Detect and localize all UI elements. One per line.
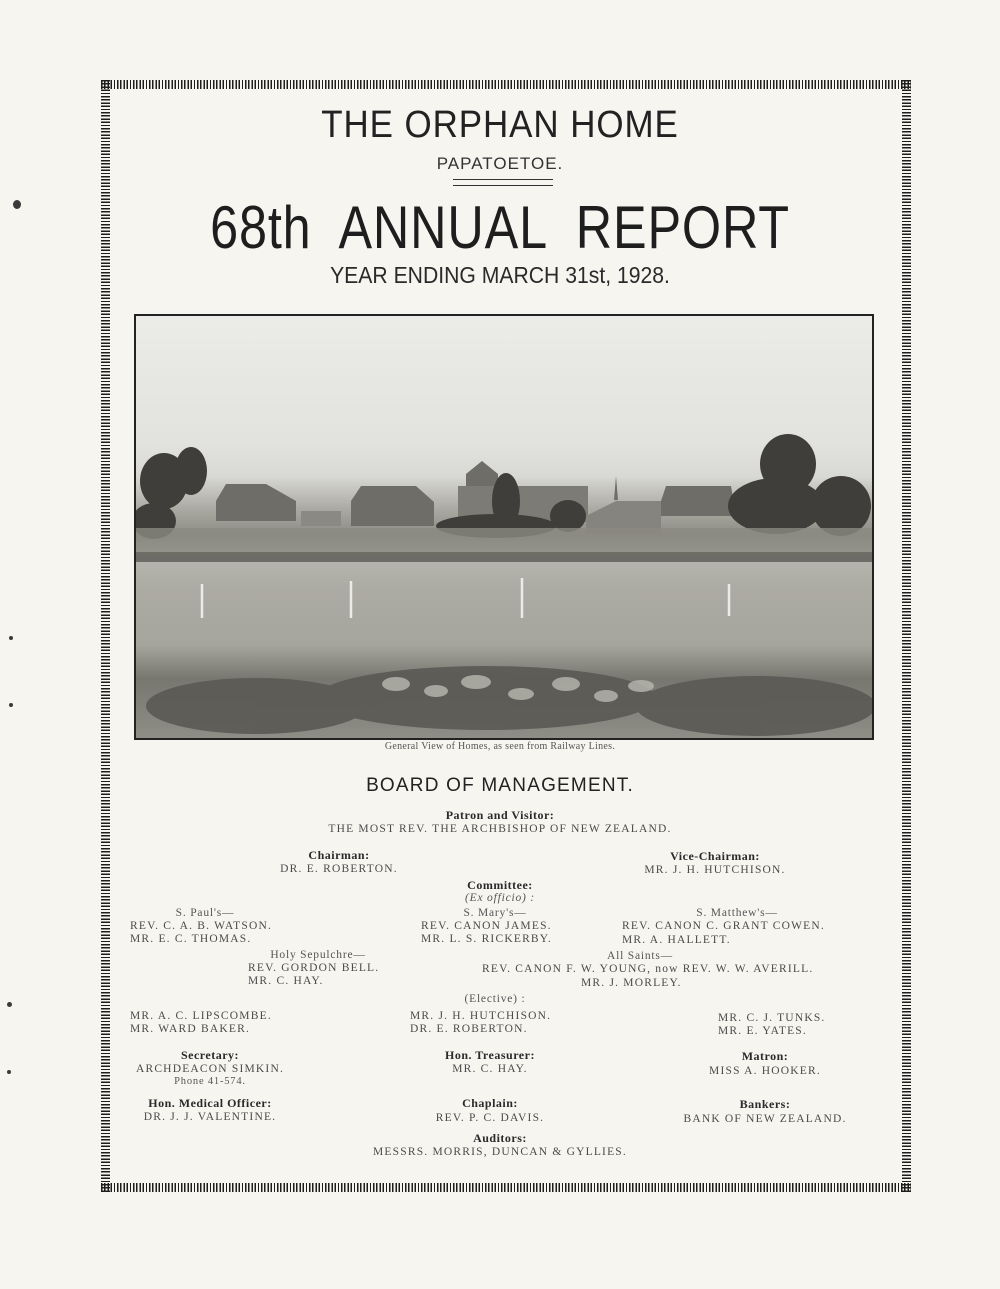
committee-label: Committee: bbox=[467, 878, 533, 892]
vice-chairman-label: Vice-Chairman: bbox=[670, 849, 760, 863]
border-top bbox=[101, 80, 911, 89]
elective-member: MR. A. C. LIPSCOMBE. bbox=[130, 1010, 272, 1022]
parish-s-matthews: S. Matthew's— bbox=[696, 907, 778, 919]
bankers-name: BANK OF NEW ZEALAND. bbox=[683, 1113, 847, 1125]
treasurer-name: MR. C. HAY. bbox=[452, 1063, 528, 1075]
parish-s-marys: S. Mary's— bbox=[463, 907, 527, 919]
punch-hole bbox=[7, 1070, 11, 1074]
treasurer-label: Hon. Treasurer: bbox=[445, 1048, 535, 1062]
parish-holy-sepulchre: Holy Sepulchre— bbox=[270, 949, 366, 961]
patron-name: THE MOST REV. THE ARCHBISHOP OF NEW ZEALAND. bbox=[328, 823, 672, 835]
committee-member: MR. J. MORLEY. bbox=[581, 977, 682, 989]
ex-officio-label: (Ex officio) : bbox=[465, 892, 535, 904]
elective-member: MR. J. H. HUTCHISON. bbox=[410, 1010, 552, 1022]
matron-label: Matron: bbox=[741, 1049, 789, 1063]
photo-illustration bbox=[136, 316, 872, 738]
auditors-name: MESSRS. MORRIS, DUNCAN & GYLLIES. bbox=[373, 1146, 627, 1158]
secretary-phone: Phone 41-574. bbox=[174, 1076, 246, 1087]
punch-hole bbox=[9, 636, 13, 640]
chaplain-name: REV. P. C. DAVIS. bbox=[435, 1112, 545, 1124]
punch-hole bbox=[9, 703, 13, 707]
bankers-label: Bankers: bbox=[739, 1097, 791, 1111]
elective-member: MR. E. YATES. bbox=[718, 1025, 807, 1037]
parish-all-saints: All Saints— bbox=[607, 950, 673, 962]
elective-member: MR. WARD BAKER. bbox=[130, 1023, 251, 1035]
committee-member: REV. GORDON BELL. bbox=[248, 962, 380, 974]
committee-member: MR. C. HAY. bbox=[248, 975, 324, 987]
elective-member: DR. E. ROBERTON. bbox=[410, 1023, 528, 1035]
chaplain-label: Chaplain: bbox=[462, 1096, 518, 1110]
medical-officer-name: DR. J. J. VALENTINE. bbox=[143, 1111, 277, 1123]
matron-name: MISS A. HOOKER. bbox=[709, 1065, 821, 1077]
elective-label: (Elective) : bbox=[464, 993, 526, 1005]
chairman-name: DR. E. ROBERTON. bbox=[280, 863, 398, 875]
location-subtitle: PAPATOETOE. bbox=[436, 154, 564, 173]
secretary-name: ARCHDEACON SIMKIN. bbox=[135, 1063, 285, 1075]
double-rule-divider bbox=[453, 179, 553, 186]
committee-member: REV. CANON F. W. YOUNG, now REV. W. W. AVERILL. bbox=[482, 963, 814, 975]
parish-s-pauls: S. Paul's— bbox=[175, 907, 235, 919]
institution-title: THE ORPHAN HOME bbox=[321, 104, 679, 146]
photo-caption: General View of Homes, as seen from Railway Lines. bbox=[384, 741, 616, 752]
board-heading: BOARD OF MANAGEMENT. bbox=[366, 775, 634, 796]
secretary-label: Secretary: bbox=[180, 1048, 240, 1062]
committee-member: REV. CANON JAMES. bbox=[421, 920, 552, 932]
committee-member: REV. C. A. B. WATSON. bbox=[130, 920, 273, 932]
year-ending: YEAR ENDING MARCH 31st, 1928. bbox=[330, 262, 670, 288]
border-bottom bbox=[101, 1183, 911, 1192]
report-title: 68th ANNUAL REPORT bbox=[210, 194, 790, 261]
committee-member: MR. L. S. RICKERBY. bbox=[421, 933, 552, 945]
auditors-label: Auditors: bbox=[473, 1131, 527, 1145]
committee-member: MR. E. C. THOMAS. bbox=[130, 933, 252, 945]
punch-hole bbox=[13, 200, 21, 209]
patron-label: Patron and Visitor: bbox=[445, 808, 555, 822]
committee-member: REV. CANON C. GRANT COWEN. bbox=[622, 920, 825, 932]
punch-hole bbox=[7, 1002, 12, 1007]
chairman-label: Chairman: bbox=[308, 848, 370, 862]
medical-officer-label: Hon. Medical Officer: bbox=[148, 1096, 272, 1110]
committee-member: MR. A. HALLETT. bbox=[622, 934, 731, 946]
orphanage-photograph bbox=[134, 314, 874, 740]
elective-member: MR. C. J. TUNKS. bbox=[718, 1012, 826, 1024]
vice-chairman-name: MR. J. H. HUTCHISON. bbox=[644, 864, 786, 876]
